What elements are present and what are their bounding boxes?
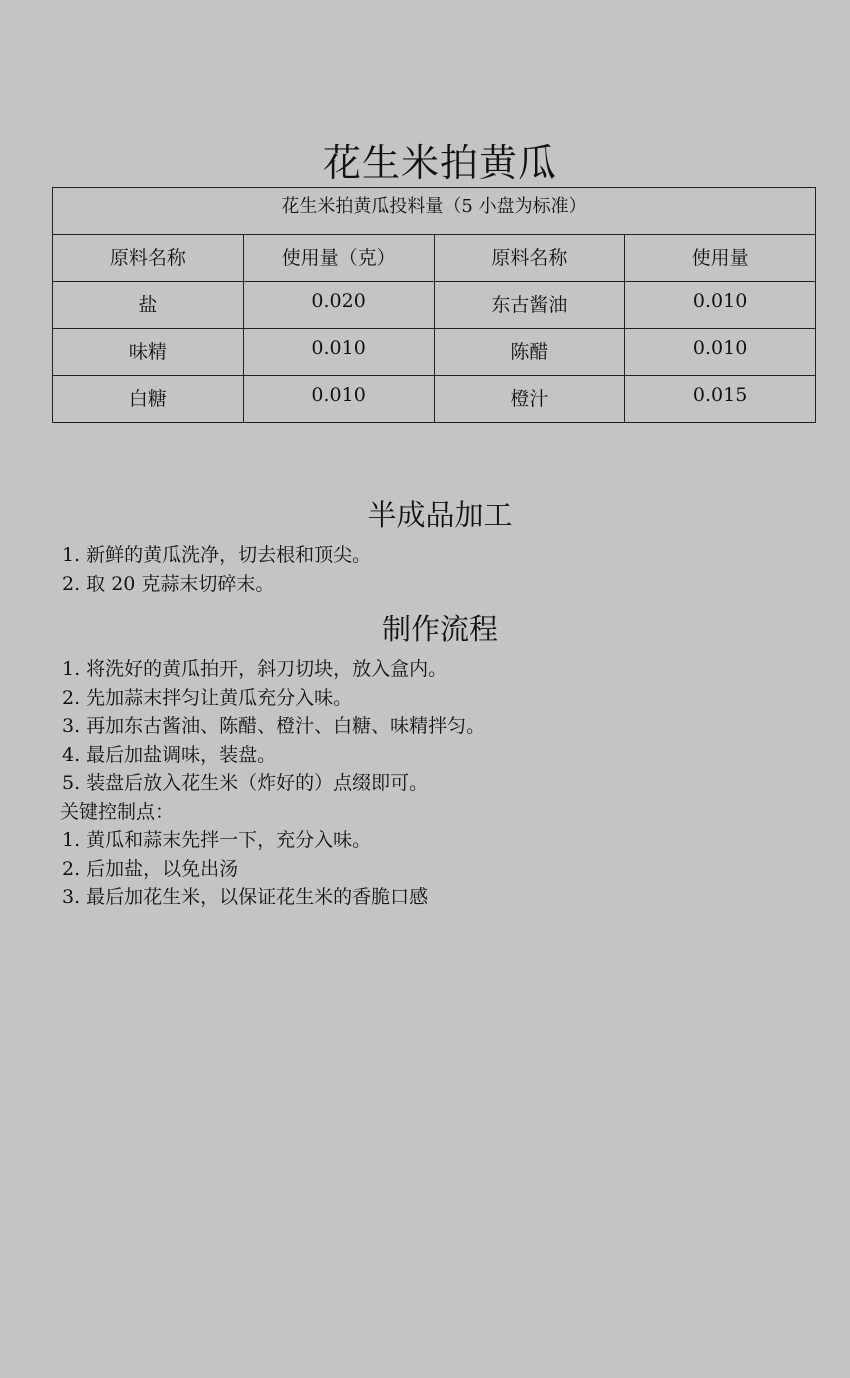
list-item: 3. 再加东古酱油、陈醋、橙汁、白糖、味精拌匀。 [62,715,486,737]
list-item: 1. 将洗好的黄瓜拍开，斜刀切块，放入盒内。 [62,658,448,680]
page-title: 花生米拍黄瓜 [322,141,557,185]
list-item: 5. 装盘后放入花生米（炸好的）点缀即可。 [62,772,429,794]
table-cell: 0.010 [625,282,816,329]
process-steps [62,655,485,912]
table-caption-row [53,188,816,235]
table-cell: 0.010 [243,376,434,423]
table-cell: 东古酱油 [434,282,625,329]
list-item: 3. 最后加花生米，以保证花生米的香脆口感 [62,886,429,908]
list-item: 1. 新鲜的黄瓜洗净，切去根和顶尖。 [62,544,372,566]
table-cell: 盐 [53,282,244,329]
ingredient-table [52,187,816,423]
table-cell: 味精 [53,329,244,376]
table-cell: 0.020 [243,282,434,329]
table-cell: 陈醋 [434,329,625,376]
table-caption: 花生米拍黄瓜投料量（5 小盘为标准） [53,188,816,235]
semi-finished-steps [62,541,371,598]
table-cell: 0.010 [625,329,816,376]
header-ingredient-name-1: 原料名称 [53,235,244,282]
list-item: 2. 后加盐，以免出汤 [62,857,239,880]
header-amount: 使用量 [625,235,816,282]
list-item: 2. 取 20 克蒜末切碎末。 [62,572,275,595]
header-ingredient-name-2: 原料名称 [434,235,625,282]
table-row [53,376,816,423]
header-amount-grams: 使用量（克） [243,235,434,282]
table-row [53,282,816,329]
semi-finished-heading: 半成品加工 [367,498,513,532]
key-points-label: 关键控制点： [60,800,175,823]
list-item: 4. 最后加盐调味，装盘。 [62,743,277,766]
list-item: 1. 黄瓜和蒜末先拌一下，充分入味。 [62,829,372,851]
list-item: 2. 先加蒜末拌匀让黄瓜充分入味。 [62,686,353,709]
table-cell: 橙汁 [434,376,625,423]
table-cell: 白糖 [53,376,244,423]
table-cell: 0.015 [625,376,816,423]
process-heading: 制作流程 [381,612,498,646]
table-header-row [53,235,816,282]
table-row [53,329,816,376]
table-cell: 0.010 [243,329,434,376]
